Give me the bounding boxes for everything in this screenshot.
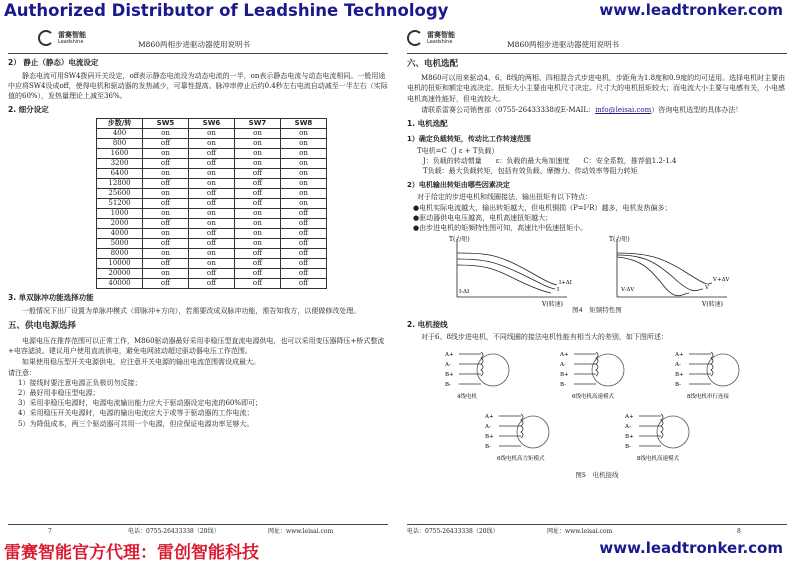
table-header-cell: SW5	[143, 119, 189, 129]
table-cell: off	[189, 159, 235, 169]
footer-web: 网址：www.leisai.com	[547, 528, 613, 535]
logo-cn: 雷赛智能	[58, 31, 86, 39]
table-cell: off	[143, 239, 189, 249]
paragraph: 如果使用稳压型开关电源供电，应注意开关电源的输出电流范围需设成最大。	[22, 357, 260, 366]
table-cell: 12800	[97, 179, 143, 189]
pin-label: B-	[560, 381, 567, 388]
torque-speed-chart	[407, 233, 787, 309]
footer-phone: 电话：0755-26433338（20线）	[407, 528, 499, 535]
table-cell: 2000	[97, 219, 143, 229]
table-cell: off	[235, 189, 281, 199]
table-cell: 6400	[97, 169, 143, 179]
motor-wiring-item	[674, 352, 739, 400]
email-link[interactable]: info@leisai.com	[595, 105, 652, 114]
y-axis-label: T(力矩)	[449, 236, 470, 244]
page-header	[407, 24, 787, 54]
motor-wiring-item	[444, 352, 509, 400]
formula: T电机=C（J ε + T负载）	[417, 146, 499, 155]
table-cell: off	[189, 229, 235, 239]
table-cell: 8000	[97, 249, 143, 259]
table-row	[97, 229, 327, 239]
pin-label: A-	[485, 423, 491, 430]
table-row	[97, 239, 327, 249]
table-cell: on	[143, 249, 189, 259]
table-cell: 800	[97, 139, 143, 149]
pin-label: B+	[625, 433, 634, 440]
pin-label: A+	[485, 413, 494, 420]
table-cell: on	[143, 129, 189, 139]
page-left	[8, 24, 388, 538]
logo-cn: 雷赛智能	[427, 31, 455, 39]
motor-wiring-item	[559, 352, 624, 400]
table-cell: on	[189, 249, 235, 259]
formula-desc: J：负载的转动惯量 ε：负载的最大角加速度 C：安全系数，推荐值1.2-1.4	[423, 157, 677, 166]
pin-label: A+	[675, 351, 684, 358]
table-row	[97, 249, 327, 259]
pin-label: B+	[445, 371, 454, 378]
pin-label: B-	[625, 443, 632, 450]
pin-label: A-	[445, 361, 451, 368]
note-item: 5）为降低成本，两三个驱动器可共用一个电源，但应保证电源功率足够大。	[18, 419, 254, 428]
table-cell: 1000	[97, 209, 143, 219]
table-row	[97, 219, 327, 229]
bullet-item: ●驱动器供电电压越高，电机高速扭矩越大；	[413, 213, 553, 222]
page-header	[8, 24, 388, 54]
paragraph: 一般情况下出厂设置为单脉冲模式（即脉冲+方向），若需要改成双脉冲功能，需告知我方，以便做修改处理。	[22, 307, 361, 316]
table-row	[97, 129, 327, 139]
table-cell: off	[281, 229, 327, 239]
bullet-item: ●电机实际电流越大，输出转矩越大，但电机铜损（P=I²R）越多，电机发热偏多；	[413, 203, 672, 212]
table-cell: on	[189, 179, 235, 189]
table-cell: on	[235, 209, 281, 219]
text: 请联系雷赛公司销售部（0755-26433338或E-MAIL：	[421, 105, 596, 114]
table-cell: off	[143, 279, 189, 289]
table-cell: on	[281, 199, 327, 209]
text: ）咨询电机选型的具体办法！	[651, 105, 743, 114]
table-cell: on	[281, 159, 327, 169]
table-cell: on	[235, 229, 281, 239]
table-row	[97, 279, 327, 289]
paragraph	[407, 105, 787, 115]
pin-label: A+	[625, 413, 634, 420]
table-row	[97, 189, 327, 199]
curve-label: V	[705, 285, 709, 292]
leadshine-logo	[38, 30, 108, 50]
motor-wiring-diagram	[407, 344, 787, 472]
paragraph: 对于给定的步进电机和线圈接法，输出扭矩有以下特点：	[417, 193, 592, 202]
pin-label: A-	[560, 361, 566, 368]
paragraph: M860可以用来驱动4、6、8线的两相、四相混合式步进电机，步距角为1.8度和0.9度的均可适用。选择电机时主要由电机的扭矩和额定电流决定。扭矩大小主要由电机尺寸决定。尺寸大的电机扭矩较大；而电流大小主要与电感有关，小电感电机高速性能好，但电流较大。	[407, 74, 786, 103]
banner-distributor-text: Authorized Distributor of Leadshine Technology	[4, 1, 449, 20]
table-cell: 25600	[97, 189, 143, 199]
curve-label: V+ΔV	[713, 277, 730, 284]
pin-label: A-	[625, 423, 631, 430]
table-cell: on	[143, 269, 189, 279]
table-cell: off	[189, 239, 235, 249]
curve-label: I	[557, 287, 560, 294]
paragraph: 对于6、8线步进电机，不同线圈的接法电机性能有相当大的差别，如下图所述：	[421, 333, 668, 342]
table-cell: 10000	[97, 259, 143, 269]
notes-title: 请注意：	[8, 368, 36, 377]
table-cell: 5000	[97, 239, 143, 249]
curve-label: V-ΔV	[621, 287, 635, 294]
table-cell: off	[235, 259, 281, 269]
table-row	[97, 269, 327, 279]
table-row	[97, 149, 327, 159]
note-item: 3）采用非稳压电源时，电源电流输出能力应大于驱动器设定电流的60%即可；	[18, 399, 263, 408]
motor-wiring-item	[624, 414, 689, 462]
coil-winding-icon	[481, 352, 483, 376]
footer-phone: 电话：0755-26433338（20线）	[128, 528, 220, 535]
table-cell: off	[143, 199, 189, 209]
table-cell: on	[235, 239, 281, 249]
pin-label: A+	[445, 351, 454, 358]
table-cell: off	[235, 169, 281, 179]
bullet-item: ●由步进电机的矩频特性图可知，高速比中低速扭矩小。	[413, 223, 588, 232]
table-cell: 20000	[97, 269, 143, 279]
table-row	[97, 139, 327, 149]
table-cell: off	[143, 219, 189, 229]
curve-label: I-ΔI	[459, 289, 470, 296]
top-banner	[0, 0, 793, 24]
table-cell: on	[281, 149, 327, 159]
subsection-heading: 1）确定负载转矩，传动比工作转速范围	[407, 134, 531, 143]
section-heading: 1. 电机选配	[407, 118, 448, 128]
table-cell: off	[281, 269, 327, 279]
table-cell: on	[189, 129, 235, 139]
page-number: 7	[48, 528, 52, 535]
table-cell: off	[143, 139, 189, 149]
section-heading: 2） 静止（静态）电流设定	[8, 58, 99, 67]
page-footer	[8, 524, 388, 538]
paragraph: 电源电压在推荐范围可以正常工作，M860驱动器最好采用非稳压型直流电源供电，也可以采用变压器降压+桥式整流+电容滤波。建议用户使用直流供电，避免电网波动超过驱动器电压工作范围。	[8, 336, 385, 355]
section-heading: 六、电机选配	[407, 59, 459, 69]
table-cell: off	[189, 199, 235, 209]
table-cell: on	[235, 139, 281, 149]
logo-mark-icon	[407, 30, 423, 46]
wiring-label: 6线电机高力矩模式	[497, 455, 545, 462]
table-cell: off	[189, 149, 235, 159]
pin-label: B-	[485, 443, 492, 450]
table-cell: 40000	[97, 279, 143, 289]
table-cell: off	[281, 249, 327, 259]
table-cell: on	[235, 219, 281, 229]
banner-agent-text: 雷赛智能官方代理：雷创智能科技	[4, 543, 259, 561]
section-heading: 2. 细分设定	[8, 105, 49, 115]
table-row	[97, 209, 327, 219]
table-cell: 1600	[97, 149, 143, 159]
microstep-table	[96, 118, 327, 289]
bottom-banner	[0, 538, 793, 561]
pin-label: B+	[675, 371, 684, 378]
wiring-label: 6线电机高速模式	[572, 393, 614, 400]
table-cell: on	[235, 159, 281, 169]
wiring-label: 8线电机串行连接	[687, 393, 729, 400]
x-axis-label: V(转速)	[702, 301, 724, 309]
section-heading: 五、供电电源选择	[8, 321, 77, 332]
leadshine-logo	[407, 30, 477, 50]
table-header-cell: SW8	[281, 119, 327, 129]
table-cell: off	[281, 219, 327, 229]
table-cell: on	[281, 169, 327, 179]
table-cell: off	[235, 179, 281, 189]
table-cell: on	[189, 219, 235, 229]
page-number: 8	[737, 528, 741, 535]
pin-label: B-	[445, 381, 452, 388]
table-cell: 3200	[97, 159, 143, 169]
coil-winding-icon	[596, 352, 598, 376]
coil-winding-icon	[521, 414, 523, 438]
subsection-heading: 2）电机输出转矩由哪些因素决定	[407, 181, 510, 190]
table-cell: on	[143, 149, 189, 159]
wiring-label: 4线电机	[457, 393, 477, 400]
header-title: M860两相步进驱动器使用说明书	[138, 40, 250, 49]
table-cell: off	[143, 179, 189, 189]
table-cell: off	[143, 159, 189, 169]
figure-caption: 图4 矩频特性图	[572, 306, 622, 315]
logo-en: Leadshine	[58, 39, 84, 45]
table-cell: off	[281, 279, 327, 289]
table-cell: on	[189, 209, 235, 219]
torque-speed-figure	[407, 233, 787, 316]
table-cell: on	[143, 229, 189, 239]
table-cell: off	[143, 259, 189, 269]
table-cell: on	[235, 149, 281, 159]
table-cell: on	[281, 129, 327, 139]
table-cell: off	[281, 209, 327, 219]
note-item: 2）最好用非稳压型电源；	[18, 389, 100, 398]
paragraph: 静态电流可用SW4拨码开关设定，off表示静态电流设为动态电流的一半，on表示静态电流与动态电流相同。一般用途中应将SW4设成off，使得电机和驱动器的发热减少，可靠性提高。脉冲串停止后约0.4秒左右电流自动减至一半左右（实际值的60%），发热量理论上减至36%。	[8, 71, 388, 101]
table-cell: on	[189, 169, 235, 179]
table-cell: off	[189, 189, 235, 199]
table-cell: off	[281, 259, 327, 269]
coil-winding-icon	[661, 414, 663, 438]
x-axis-label: V(转速)	[542, 301, 564, 309]
wiring-label: 8线电机高速模式	[637, 455, 679, 462]
table-cell: on	[281, 189, 327, 199]
page-right	[407, 24, 787, 538]
section-heading: 2. 电机接线	[407, 319, 448, 329]
table-header-cell: 步数/转	[97, 119, 143, 129]
table-cell: 51200	[97, 199, 143, 209]
table-row	[97, 259, 327, 269]
table-row	[97, 159, 327, 169]
table-cell: on	[189, 259, 235, 269]
pin-label: A-	[675, 361, 681, 368]
table-cell: off	[235, 279, 281, 289]
table-header-cell: SW7	[235, 119, 281, 129]
coil-winding-icon	[711, 352, 713, 376]
figure-caption: 图5 电机接线	[575, 470, 619, 479]
y-axis-label: T(力矩)	[609, 236, 630, 244]
logo-en: Leadshine	[427, 39, 453, 45]
table-row	[97, 169, 327, 179]
formula-desc: T负载：最大负载转矩，包括有效负载、摩擦力、传动效率等阻力转矩	[423, 167, 638, 176]
table-cell: on	[281, 179, 327, 189]
table-header-cell: SW6	[189, 119, 235, 129]
page-footer	[407, 524, 787, 538]
table-cell: 4000	[97, 229, 143, 239]
table-cell: off	[235, 199, 281, 209]
table-cell: on	[143, 189, 189, 199]
note-item: 4）采用稳压开关电源时，电源的输出电流应大于或等于驱动器的工作电流；	[18, 409, 254, 418]
motor-wiring-item	[484, 414, 549, 462]
motor-wiring-figure	[407, 344, 787, 481]
table-cell: 400	[97, 129, 143, 139]
table-cell: on	[235, 129, 281, 139]
pin-label: B-	[675, 381, 682, 388]
table-row	[97, 199, 327, 209]
pin-label: B+	[560, 371, 569, 378]
banner-website-link[interactable]: www.leadtronker.com	[599, 1, 783, 19]
banner-website-link[interactable]: www.leadtronker.com	[599, 539, 783, 557]
table-row	[97, 179, 327, 189]
table-cell: off	[281, 239, 327, 249]
section-heading: 3. 单双脉冲功能选择功能	[8, 293, 94, 303]
table-cell: off	[189, 279, 235, 289]
note-item: 1）接线时要注意电源正负极切勿反接；	[18, 379, 142, 388]
header-title: M860两相步进驱动器使用说明书	[507, 40, 619, 49]
pin-label: B+	[485, 433, 494, 440]
table-cell: on	[189, 139, 235, 149]
logo-mark-icon	[38, 30, 54, 46]
table-cell: on	[281, 139, 327, 149]
table-cell: on	[143, 209, 189, 219]
table-cell: on	[143, 169, 189, 179]
table-cell: off	[189, 269, 235, 279]
curve-label: I+ΔI	[559, 280, 572, 287]
table-cell: off	[235, 249, 281, 259]
footer-web: 网址：www.leisai.com	[268, 528, 334, 535]
table-cell: off	[235, 269, 281, 279]
pin-label: A+	[560, 351, 569, 358]
